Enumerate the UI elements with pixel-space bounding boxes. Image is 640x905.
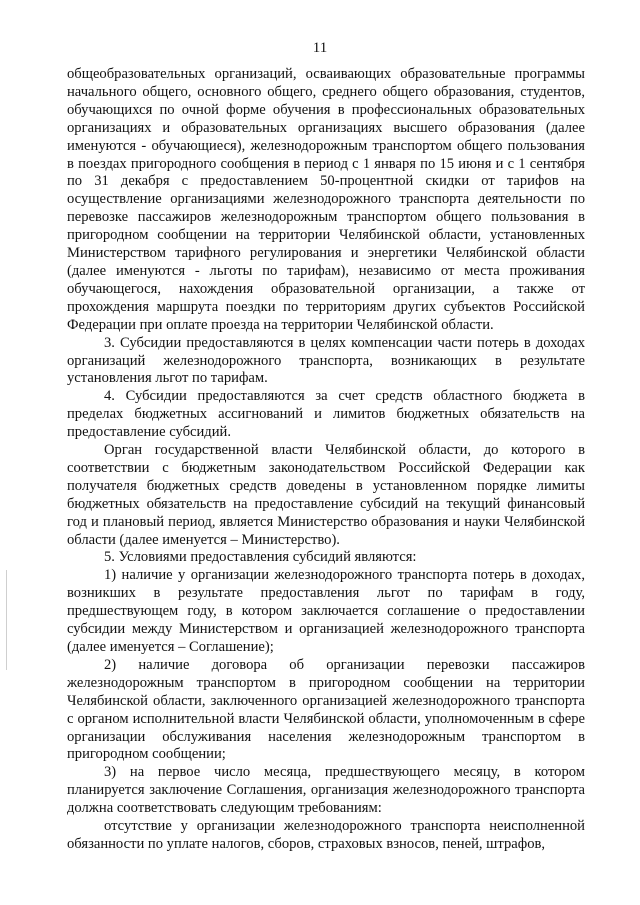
paragraph-requirement: отсутствие у организации железнодорожного транспорта неисполненной обязанности по уплате налогов, сборов, страховых взносов, пеней, штрафов, <box>67 818 585 852</box>
page-number: 11 <box>312 40 328 56</box>
paragraph-item-5: 5. Условиями предоставления субсидий являются: <box>104 549 417 566</box>
paragraph-item-3: 3. Субсидии предоставляются в целях компенсации части потерь в доходах организаций железнодорожного транспорта, возникающих в результате установления льгот по тарифам. <box>67 334 585 387</box>
paragraph-condition-3: 3) на первое число месяца, предшествующего месяцу, в котором планируется заключение Соглашения, организация железнодорожного транспорта должна соответствовать следующим требованиям: <box>67 764 585 817</box>
paragraph-item-4: 4. Субсидии предоставляются за счет средств областного бюджета в пределах бюджетных ассигнований и лимитов бюджетных обязательств на предоставление субсидий. <box>67 388 585 441</box>
paragraph-condition-2: 2) наличие договора об организации перевозки пассажиров железнодорожным транспортом в пригородном сообщении на территории Челябинской области, заключенного организацией железнодорожного транспорта с органом исполнительной власти Челябинской области, уполномоченным в сфере организации обслуживания населения железнодорожным транспортом в пригородном сообщении; <box>67 656 585 763</box>
document-body <box>67 66 585 854</box>
paragraph-condition-1: 1) наличие у организации железнодорожного транспорта потерь в доходах, возникших в результате предоставления льгот по тарифам в году, предшествующем году, в котором заключается соглашение о предоставлении субсидии между Министерством и организацией железнодорожного транспорта (далее именуется – Соглашение); <box>67 567 585 655</box>
scan-margin-line <box>6 570 7 670</box>
paragraph-continuation: общеобразовательных организаций, осваивающих образовательные программы начального общего, основного общего, среднего общего образования, студентов, обучающихся по очной форме обучения в профессиональных образовательных организациях и образовательных организациях высшего образования (далее именуются - обучающиеся), железнодорожным транспортом общего пользования в поездах пригородного сообщения в период с 1 января по 15 июня и с 1 сентября по 31 декабря с предоставлением 50-процентной скидки от тарифов на осуществление организациями железнодорожного транспорта деятельности по перевозке пассажиров железнодорожным транспортом общего пользования в пригородном сообщении на территории Челябинской области, установленных Министерством тарифного регулирования и энергетики Челябинской области (далее именуются - льготы по тарифам), независимо от места проживания обучающегося, нахождения образовательной организации, а также от прохождения маршрута поездки по территориям других субъектов Российской Федерации при оплате проезда на территории Челябинской области. <box>67 66 585 333</box>
paragraph-ministry: Орган государственной власти Челябинской области, до которого в соответствии с бюджетным законодательством Российской Федерации как получателя бюджетных средств доведены в установленном порядке лимиты бюджетных обязательств на предоставление субсидий на текущий финансовый год и плановый период, является Министерство образования и науки Челябинской области (далее именуется – Министерство). <box>67 442 585 548</box>
